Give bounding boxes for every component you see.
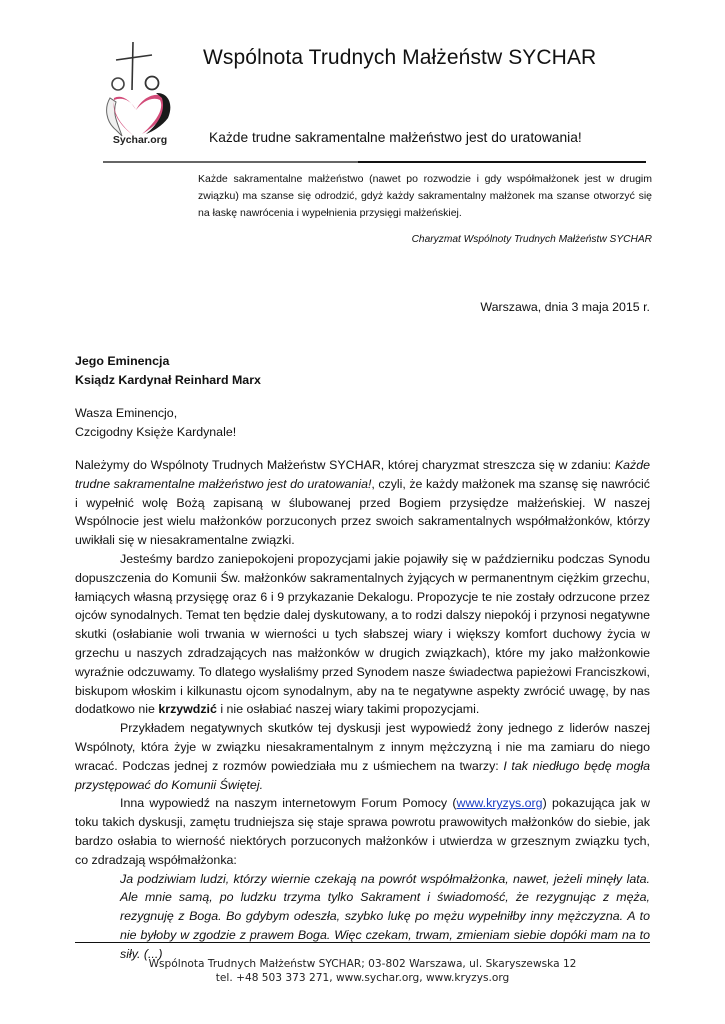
emphasis-bold: krzywdzić — [158, 702, 217, 717]
salutation-line-1: Wasza Eminencjo, — [75, 406, 178, 420]
letter-body — [75, 456, 650, 964]
footer-contact: tel. +48 503 373 271, www.sychar.org, www.kryzys.org — [215, 972, 510, 984]
addressee-line-2: Ksiądz Kardynał Reinhard Marx — [75, 373, 261, 387]
footer-address: Wspólnota Trudnych Małżeństw SYCHAR; 03-802 Warszawa, ul. Skaryszewska 12 — [148, 958, 577, 970]
footer-divider — [75, 942, 650, 943]
block-quote: Ja podziwiam ludzi, którzy wiernie czekają na powrót współmałżonka, nawet, jeżeli minęły lata. Ale mnie samą, po ludzku trzyma tylko Sakrament i świadomość, że rezygnując z męża, rezygnuję z Boga. Bo gdybym odeszła, szybko lukę po mężu wypełniłby inny mężczyzna. A to nie byłoby w zgodzie z prawem Boga. Więc czekam, trwam, zmieniam siebie dopóki mam na to siły. (...) — [120, 871, 650, 961]
letter-date: Warszawa, dnia 3 maja 2015 r. — [480, 300, 650, 314]
footer — [75, 957, 650, 985]
paragraph-4: Inna wypowiedź na naszym internetowym Forum Pomocy (www.kryzys.org) pokazująca jak w toku takich dyskusji, zamętu trudniejsza się staje sprawa powrotu prawowitych małżonków do siebie, jak bardzo osłabia to wierność niektórych porzuconych małżonków i utwierdza w grzesznym związku tych, co zdradzają współmałżonka: — [75, 796, 650, 867]
organization-title: Wspólnota Trudnych Małżeństw SYCHAR — [203, 46, 597, 69]
inline-quote: I tak niedługo będę mogła przystępować do Komunii Świętej. — [75, 758, 651, 792]
salutation — [75, 404, 236, 442]
motto-quote: Każde trudne sakramentalne małżeństwo jest do uratowania! — [75, 458, 650, 491]
salutation-line-2: Czcigodny Księże Kardynale! — [75, 425, 237, 439]
cross-heart-logo-icon — [96, 38, 186, 138]
forum-link[interactable]: www.kryzys.org — [456, 796, 543, 811]
logo-text: Sychar.org — [112, 134, 168, 146]
paragraph-2: Jesteśmy bardzo zaniepokojeni propozycjami jakie pojawiły się w październiku podczas Synodu dopuszczenia do Komunii Św. małżonków sakramentalnych żyjących w permanentnym ciężkim grzechu, łamiących własną przysięgę oraz 6 i 9 przykazanie Dekalogu. Propozycje te nie zostały odrzucone przez ojców synodalnych. Temat ten będzie dalej dyskutowany, a to rodzi dalszy niepokój i przynosi negatywne skutki (osłabianie woli trwania w wierności u tych słabszej wiary i większy komfort duchowy życia w grzechu u naszych zdradzających nas małżonków w drugich związkach), które my jako małżonkowie wyraźnie odczuwamy. To dlatego wysłaliśmy przed Synodem nasze świadectwa papieżowi Franciszkowi, biskupom włoskim i kilkunastu ojcom synodalnym, aby na te negatywne aspekty zwrócić uwagę, by nas dodatkowo nie krzywdzić i nie osłabiać naszej wiary takimi propozycjami. — [75, 551, 650, 717]
charisma-text: Każde sakramentalne małżeństwo (nawet po rozwodzie i gdy współmałżonek jest w drugim związku) ma szanse się odrodzić, gdyż każdy sakramentalny małżonek ma szanse otworzyć się na łaskę nawrócenia i wypełnienia przysięgi małżeńskiej. — [198, 173, 652, 219]
addressee — [75, 352, 261, 390]
addressee-line-1: Jego Eminencja — [75, 354, 170, 368]
paragraph-3: Przykładem negatywnych skutków tej dyskusji jest wypowiedź żony jednego z liderów naszej Wspólnoty, która żyje w związku niesakramentalnym z innym mężczyzną i nie ma zamiaru do niego wracać. Podczas jednej z rozmów powiedziała mu z uśmiechem na twarzy: I tak niedługo będę mogła przystępować do Komunii Świętej. — [75, 721, 651, 792]
header-divider — [103, 161, 646, 163]
paragraph-1: Należymy do Wspólnoty Trudnych Małżeństw SYCHAR, której charyzmat streszcza się w zdaniu: Każde trudne sakramentalne małżeństwo jest do uratowania!, czyli, że każdy małżonek ma szansę się nawrócić i wypełnić wolę Bożą zapisaną w ślubowanej przed Bogiem przysiędze małżeńskiej. W naszej Wspólnocie jest wielu małżonków porzuconych przez swoich sakramentalnych współmałżonków, którzy uwikłali się w niesakramentalne związki. — [75, 458, 650, 548]
motto: Każde trudne sakramentalne małżeństwo jest do uratowania! — [209, 130, 582, 145]
charisma-signature: Charyzmat Wspólnoty Trudnych Małżeństw SYCHAR — [411, 234, 652, 245]
